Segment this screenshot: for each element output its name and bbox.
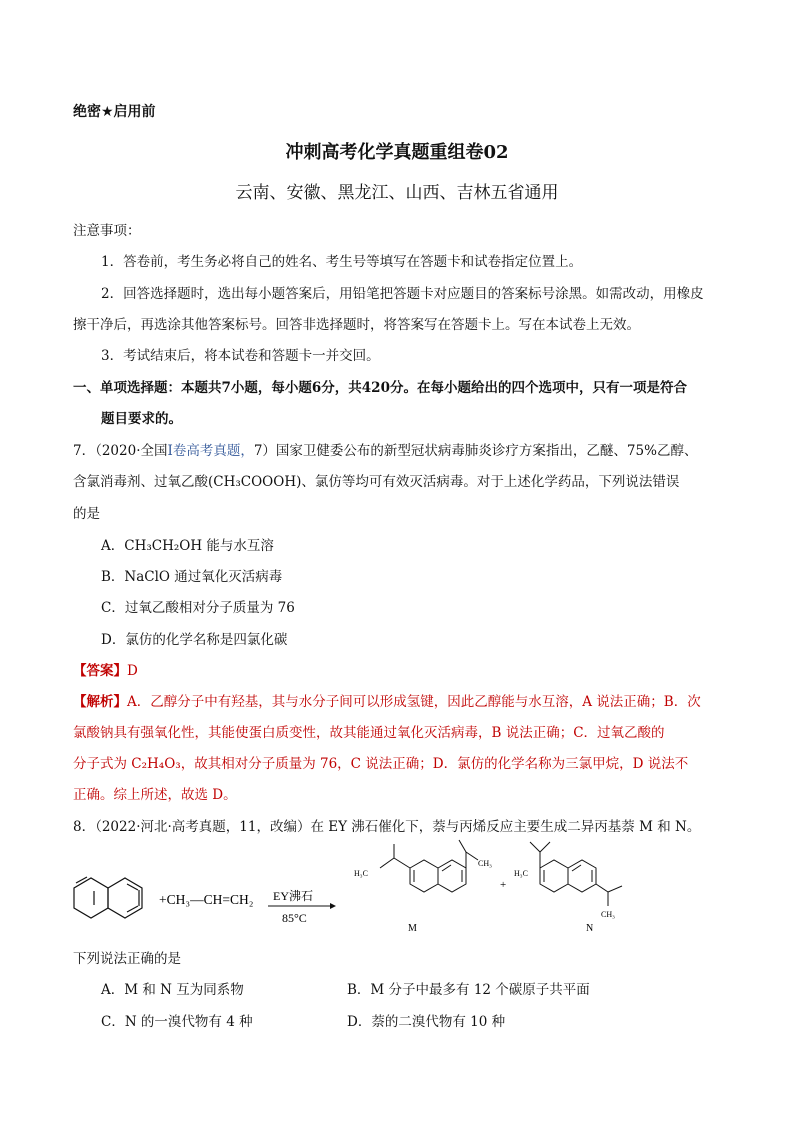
product-n-structure <box>530 842 622 906</box>
q7-option-b: B．NaClO 通过氧化灭活病毒 <box>101 569 283 585</box>
q7-stem-line-3: 的是 <box>73 506 100 522</box>
naphthalene-structure <box>74 877 142 918</box>
analysis-text-1: A．乙醇分子中有羟基，其与水分子间可以形成氢键，因此乙醇能与水互溶，A 说法正确；B．次 <box>127 694 701 710</box>
q7-analysis-line-1 <box>73 690 701 710</box>
section-text-line-2: 题目要求的。 <box>101 411 182 427</box>
confidential-mark: 绝密★启用前 <box>73 104 156 120</box>
notice-heading: 注意事项： <box>73 223 141 239</box>
section-heading <box>73 376 687 396</box>
reaction-arrow-head <box>330 903 336 909</box>
q7-analysis-line-3: 分子式为 C₂H₄O₃，故其相对分子质量为 76，C 说法正确；D．氯仿的化学名称为三氯甲烷，D 说法不 <box>73 756 689 772</box>
q7-option-c: C．过氧乙酸相对分子质量为 76 <box>101 600 295 616</box>
reaction-scheme <box>68 838 668 942</box>
answer-label: 【答案】 <box>73 663 127 679</box>
plus-sign: + <box>500 879 507 891</box>
q7-option-a: A．CH₃CH₂OH 能与水互溶 <box>101 538 274 554</box>
notice-item-2-line-1: 2．回答选择题时，选出每小题答案后，用铅笔把答题卡对应题目的答案标号涂黑。如需改动，用橡皮 <box>101 286 704 302</box>
page-title: 冲刺高考化学真题重组卷02 <box>285 142 509 163</box>
page-subtitle: 云南、安徽、黑龙江、山西、吉林五省通用 <box>235 183 559 203</box>
q8-option-b: B．M 分子中最多有 12 个碳原子共平面 <box>347 982 590 998</box>
reagent-propene: +CH₃—CH=CH₂ <box>159 892 254 907</box>
product-m-structure <box>380 840 478 892</box>
product-m-label: M <box>408 923 417 934</box>
section-label: 一、单项选择题 <box>73 380 168 396</box>
temperature-label: 85°C <box>282 911 307 925</box>
q7-option-d: D．氯仿的化学名称是四氯化碳 <box>101 632 288 648</box>
q7-suffix: 7）国家卫健委公布的新型冠状病毒肺炎诊疗方案指出，乙醚、75%乙醇、 <box>253 443 698 459</box>
q8-option-a: A．M 和 N 互为同系物 <box>101 982 244 998</box>
q7-stem-line-2: 含氯消毒剂、过氧乙酸(CH₃COOOH)、氯仿等均可有效灭活病毒。对于上述化学药品，下列说法错误 <box>73 474 680 490</box>
q8-stem: 8．（2022·河北·高考真题，11，改编）在 EY 沸石催化下，萘与丙烯反应主要生成二异丙基萘 M 和 N。 <box>73 819 701 835</box>
notice-item-2-line-2: 擦干净后，再选涂其他答案标号。回答非选择题时，将答案写在答题卡上。写在本试卷上无效。 <box>73 317 640 333</box>
q7-source: Ⅰ卷高考真题， <box>167 443 254 459</box>
product-n-label: N <box>586 923 594 934</box>
q7-answer <box>73 659 138 679</box>
m-h3c-label: H₃C <box>354 869 368 878</box>
q7-prefix: 7．（2020·全国 <box>73 443 168 459</box>
notice-item-3: 3．考试结束后，将本试卷和答题卡一并交回。 <box>101 348 380 364</box>
notice-item-1: 1．答卷前，考生务必将自己的姓名、考生号等填写在答题卡和试卷指定位置上。 <box>101 254 583 270</box>
q8-option-c: C．N 的一溴代物有 4 种 <box>101 1014 253 1030</box>
section-text-line-1: ：本题共7小题，每小题6分，共420分。在每小题给出的四个选项中，只有一项是符合 <box>167 380 687 396</box>
m-ch3-label: CH₃ <box>478 859 492 868</box>
answer-value: D <box>127 663 138 679</box>
n-h3c-label: H₃C <box>514 869 528 878</box>
catalyst-label: EY沸石 <box>273 889 313 903</box>
n-ch3-label: CH₃ <box>601 910 615 919</box>
q8-option-d: D．萘的二溴代物有 10 种 <box>347 1014 506 1030</box>
q7-stem-line-1 <box>73 439 697 459</box>
q7-analysis-line-2: 氯酸钠具有强氧化性，其能使蛋白质变性，故其能通过氧化灭活病毒，B 说法正确；C．过氧乙酸的 <box>73 725 665 741</box>
q7-analysis-line-4: 正确。综上所述，故选 D。 <box>73 787 237 803</box>
analysis-label: 【解析】 <box>73 694 127 710</box>
q8-question: 下列说法正确的是 <box>73 951 181 967</box>
